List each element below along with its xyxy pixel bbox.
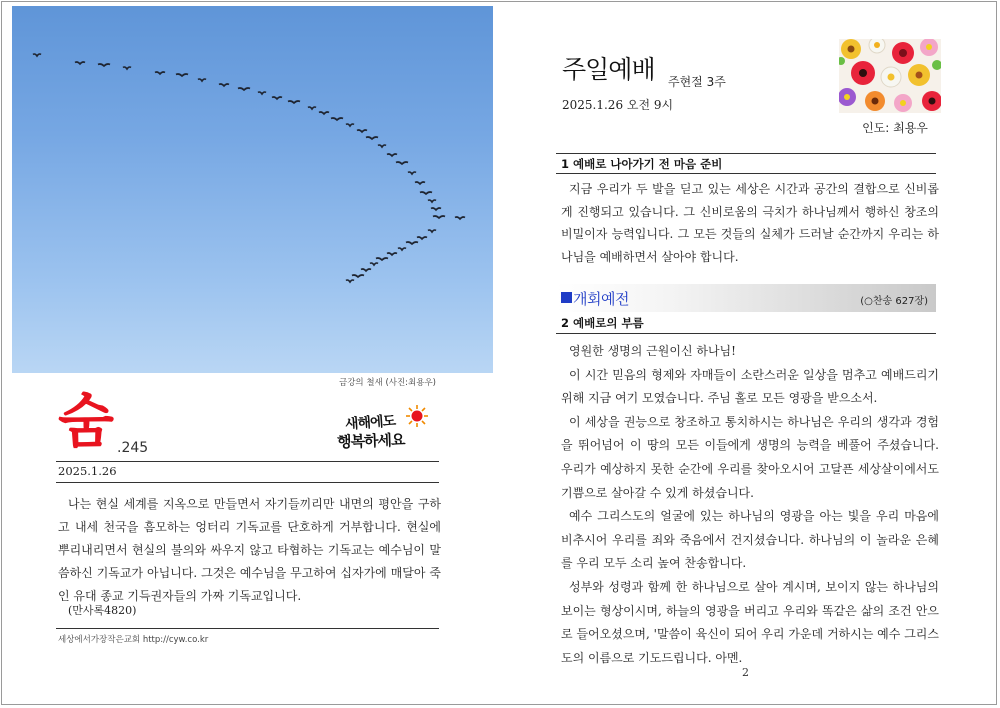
preparation-text: 지금 우리가 두 발을 딛고 있는 세상은 시간과 공간의 결합으로 신비롭게 진행되고 있습니다. 그 신비로움의 극치가 하나님께서 행하신 창조의 비밀이자 능력입니다. 그 모든 것들의 실체가 드러날 순간까지 우리는 하나님을 예배하면서 살아야 합니다. — [561, 182, 939, 264]
goose-silhouette — [346, 124, 354, 126]
call-paragraph: 예수 그리스도의 얼굴에 있는 하나님의 영광을 아는 빛을 우리 마음에 비추시어 우리를 죄와 죽음에서 건지셨습니다. 하나님의 이 놀라운 은혜를 우리 모두 소리 높여 찬송합니다. — [561, 509, 939, 571]
divider — [556, 173, 936, 174]
goose-silhouette — [420, 192, 432, 194]
goose-silhouette — [406, 242, 418, 244]
goose-silhouette — [408, 172, 416, 174]
goose-silhouette — [376, 258, 388, 260]
call-to-worship-text — [561, 340, 939, 670]
goose-silhouette — [428, 230, 436, 232]
goose-silhouette — [272, 97, 282, 99]
goose-silhouette — [415, 182, 425, 184]
hymn-number: (○찬송 627장) — [860, 296, 928, 307]
goose-silhouette — [398, 248, 406, 250]
issue-number: .245 — [117, 440, 149, 456]
service-datetime: 2025.1.26 오전 9시 — [562, 98, 674, 112]
goose-silhouette — [352, 275, 364, 277]
goose-silhouette — [387, 154, 397, 156]
goose-silhouette — [288, 101, 300, 103]
goose-silhouette — [75, 62, 85, 64]
goose-silhouette — [258, 92, 266, 94]
greeting-line-2: 행복하세요 — [336, 430, 405, 452]
goose-silhouette — [431, 208, 441, 210]
goose-silhouette — [417, 237, 427, 239]
goose-silhouette — [396, 162, 408, 164]
goose-silhouette — [455, 217, 465, 219]
greeting-line-1: 새해에도 — [344, 413, 396, 433]
page-number: 2 — [742, 666, 749, 679]
photo-caption: 금강의 철새 (사진:최용우) — [338, 378, 436, 388]
goose-silhouette — [198, 79, 206, 81]
goose-silhouette — [123, 67, 131, 69]
divider — [556, 333, 936, 334]
goose-silhouette — [378, 145, 386, 147]
section-heading-call-to-worship: 2 예배로의 부름 — [561, 316, 644, 330]
new-year-greeting — [335, 404, 440, 460]
goose-silhouette — [33, 54, 41, 56]
goose-silhouette — [155, 72, 165, 74]
goose-silhouette — [176, 74, 188, 76]
geese-photo — [12, 6, 493, 373]
goose-silhouette — [319, 112, 329, 114]
goose-silhouette — [219, 84, 229, 86]
goose-silhouette — [308, 107, 316, 109]
goose-silhouette — [331, 118, 343, 120]
section-banner — [556, 284, 936, 312]
source-reference: (만사록4820) — [68, 604, 137, 617]
issue-date: 2025.1.26 — [58, 464, 117, 478]
goose-silhouette — [387, 253, 397, 255]
meditation-text: 나는 현실 세계를 지옥으로 만들면서 자기들끼리만 내면의 평안을 구하고 내세 천국을 흠모하는 엉터리 기독교를 단호하게 거부합니다. 현실에 뿌리내리면서 현실의 불의와 싸우지 않고 타협하는 기독교는 예수님이 말씀하신 기독교가 아닙니다. 그것은 예수님을 무고하여 십자가에 매달아 죽인 유대 종교 기득권자들의 가짜 기독교입니다. — [58, 497, 441, 603]
flock-of-geese — [12, 6, 493, 373]
goose-silhouette — [370, 263, 378, 265]
goose-silhouette — [361, 269, 371, 271]
flower-illustration — [839, 39, 941, 113]
banner-title: 개회예전 — [573, 290, 629, 308]
goose-silhouette — [366, 137, 378, 139]
divider — [56, 628, 439, 629]
call-paragraph: 영원한 생명의 근원이신 하나님! — [569, 344, 736, 358]
goose-silhouette — [98, 64, 110, 66]
call-paragraph: 이 시간 믿음의 형제와 자매들이 소란스러운 일상을 멈추고 예배드리기 위해 지금 여기 모였습니다. 주님 홀로 모든 영광을 받으소서. — [561, 367, 939, 406]
liturgical-season: 주현절 3주 — [668, 75, 726, 89]
goose-silhouette — [433, 216, 445, 218]
divider — [56, 482, 439, 483]
service-title: 주일예배 — [562, 55, 655, 84]
square-bullet-icon — [561, 292, 572, 303]
section-heading-preparation: 1 예배로 나아가기 전 마음 준비 — [561, 157, 723, 171]
call-paragraph: 이 세상을 권능으로 창조하고 통치하시는 하나님은 우리의 생각과 경험을 뛰어넘어 이 땅의 모든 이들에게 생명의 능력을 베풀어 주셨습니다. 우리가 예상하지 못한 순간에 우리를 찾아오시어 고달픈 세상살이에서도 기쁨으로 살아갈 수 있게 하셨습니다. — [561, 414, 939, 500]
newsletter-title: 숨 — [58, 387, 113, 455]
call-paragraph: 성부와 성령과 함께 한 하나님으로 살아 계시며, 보이지 않는 하나님의 보이는 형상이시며, 하늘의 영광을 버리고 우리와 똑같은 삶의 조건 안으로 들어오셨으며, '말씀이 육신이 되어 우리 가운데 거하시는 예수 그리스도의 이름으로 기도드립니다. 아멘. — [561, 579, 939, 665]
goose-silhouette — [428, 200, 436, 202]
goose-silhouette — [346, 280, 354, 282]
flower-image — [839, 39, 941, 113]
divider — [56, 461, 439, 462]
goose-silhouette — [238, 88, 250, 90]
church-footer: 세상에서가장작은교회 http://cyw.co.kr — [58, 635, 209, 645]
sun-icon — [405, 404, 429, 428]
divider — [556, 153, 936, 154]
goose-silhouette — [357, 130, 367, 132]
service-leader: 인도: 최용우 — [862, 121, 928, 135]
